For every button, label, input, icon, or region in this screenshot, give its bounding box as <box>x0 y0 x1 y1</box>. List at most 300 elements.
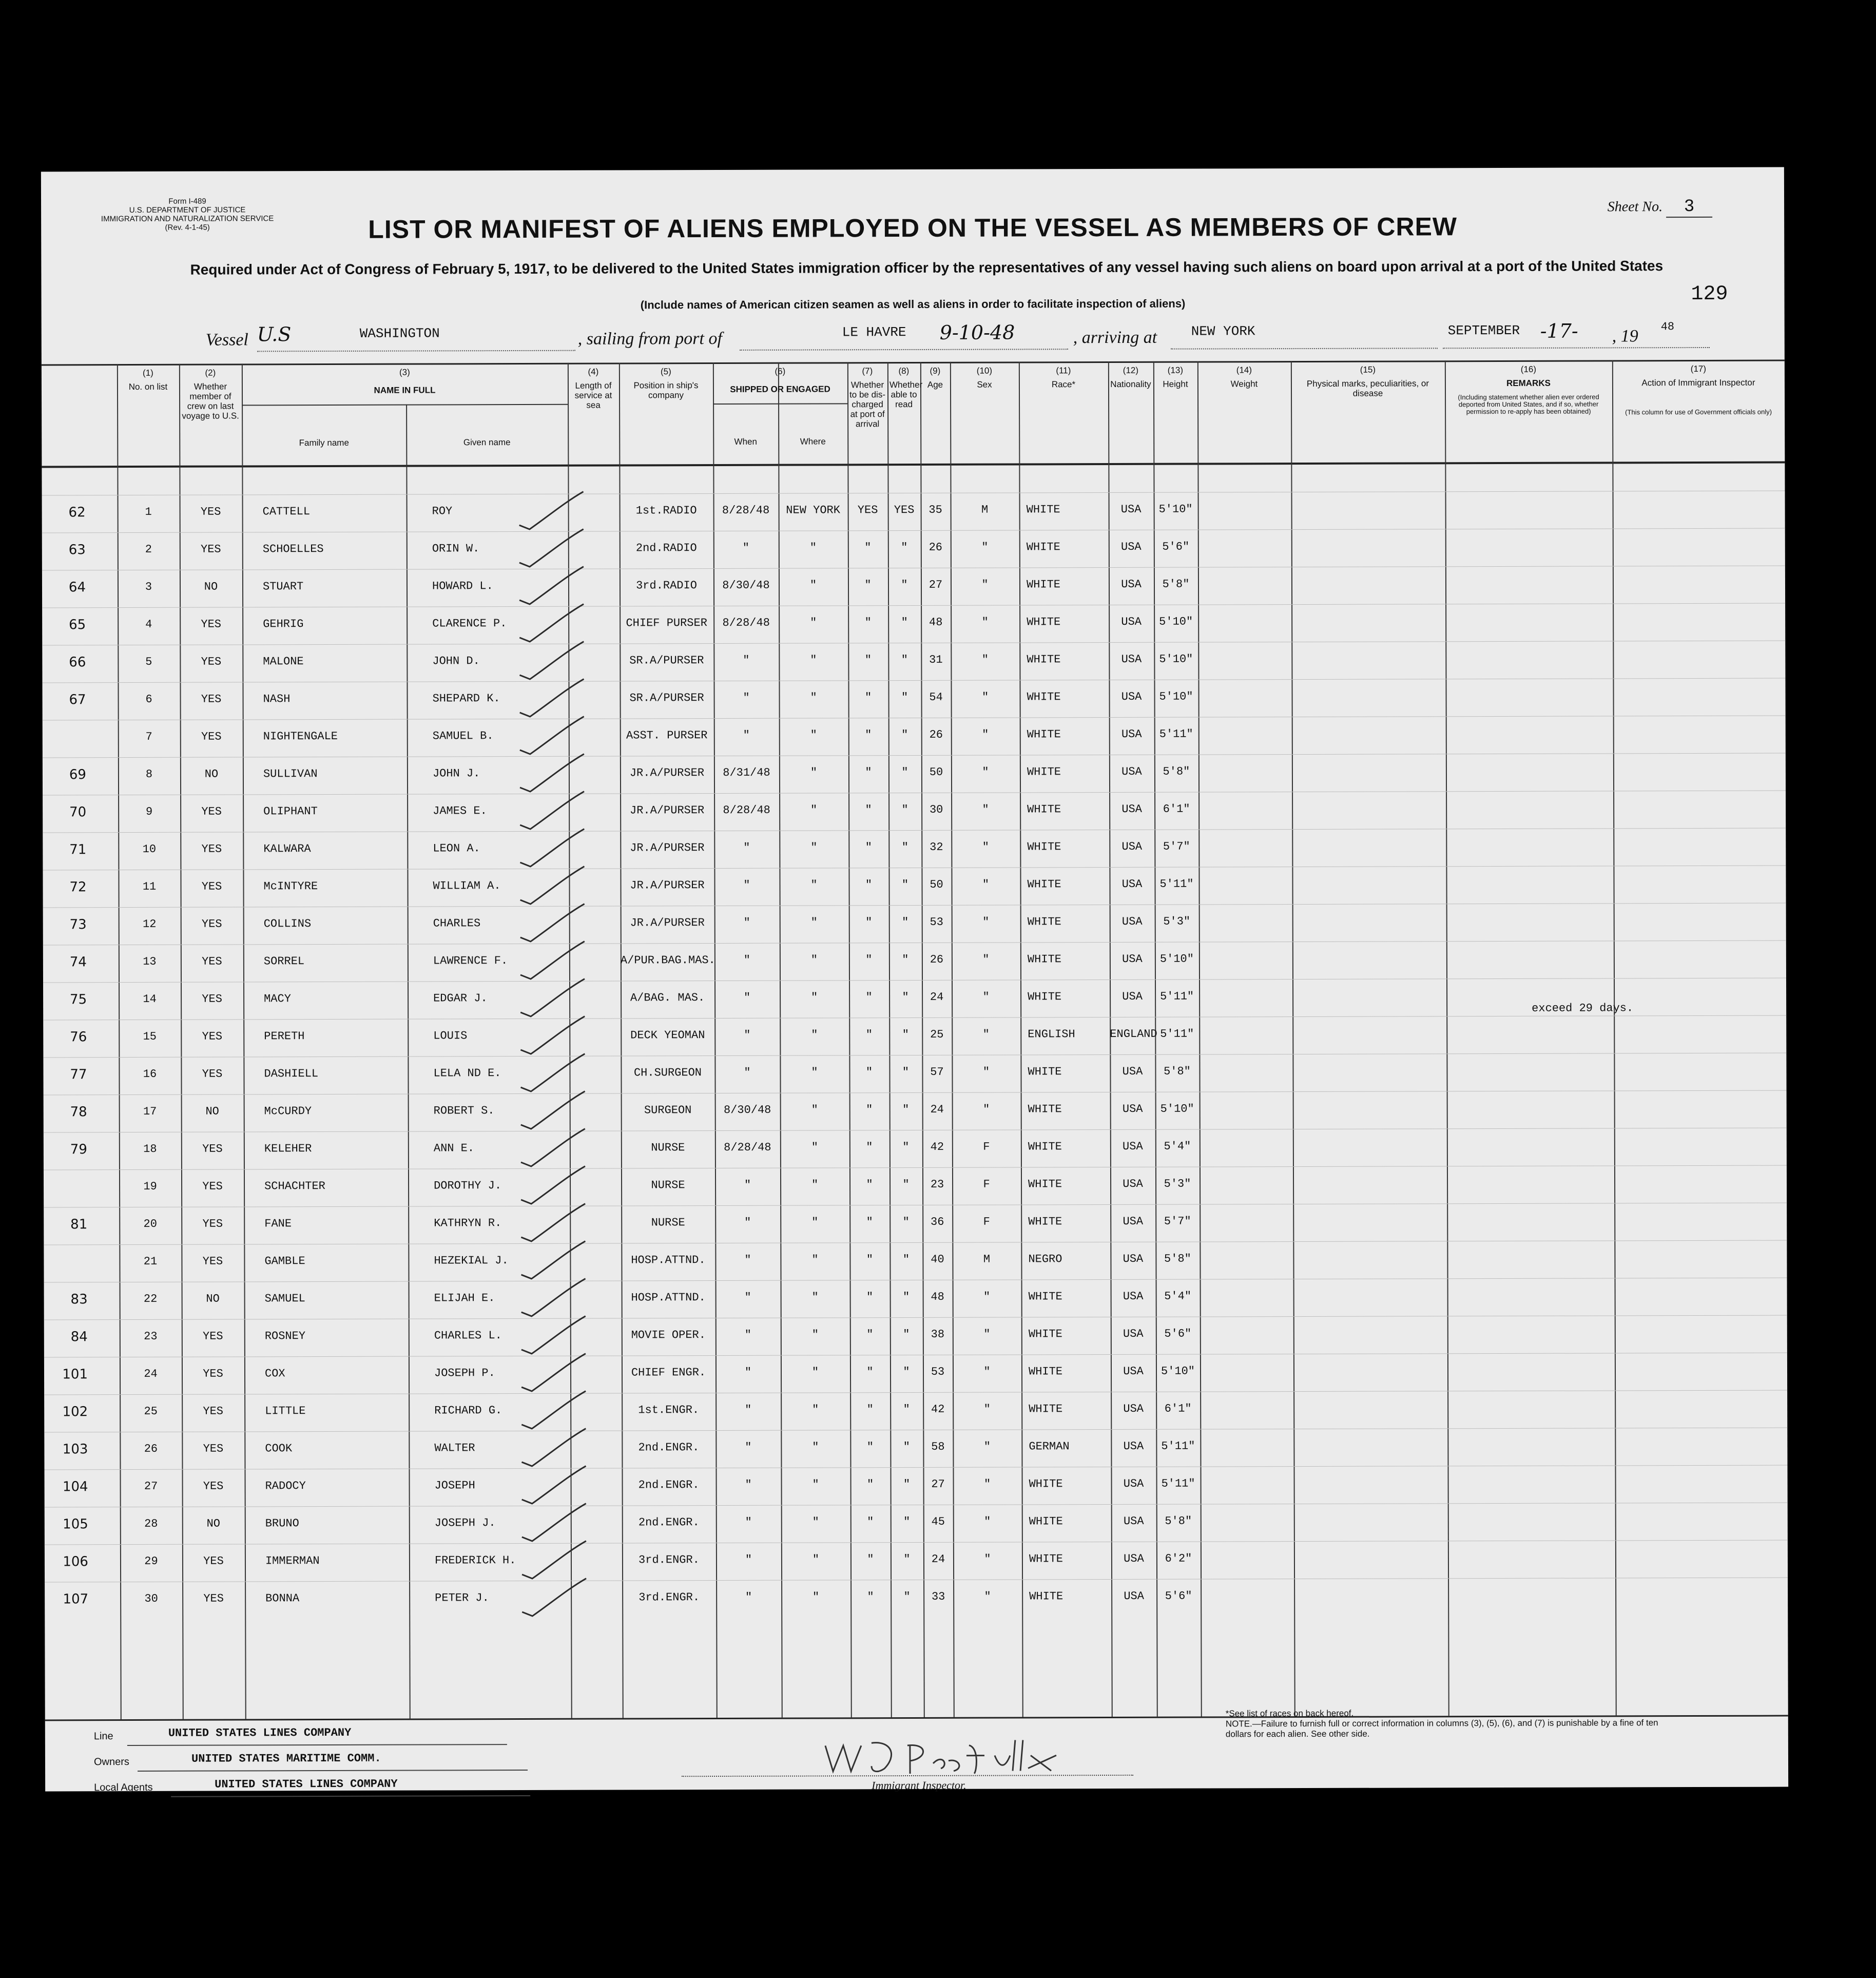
year-prefix: , 19 <box>1612 327 1638 346</box>
shipped-where-cell: " <box>810 728 817 742</box>
row-number-cell: 29 <box>144 1554 158 1568</box>
table-row <box>45 1540 1788 1583</box>
table-row <box>42 678 1785 721</box>
height-cell: 5'6" <box>1165 1589 1192 1603</box>
last-voyage-cell: YES <box>201 618 222 631</box>
discharged-cell: " <box>867 1553 874 1566</box>
table-row <box>42 491 1785 533</box>
arrival-day: -17- <box>1540 319 1578 342</box>
column-header: Age <box>927 379 943 390</box>
table-row <box>43 978 1786 1021</box>
sex-cell: " <box>981 616 989 629</box>
column-header: Action of Immigrant Inspector <box>1641 377 1755 388</box>
height-cell: 6'2" <box>1165 1552 1192 1565</box>
position-cell: NURSE <box>651 1179 685 1192</box>
column-header: Race* <box>1051 379 1076 390</box>
page-line-number: 66 <box>69 655 86 670</box>
last-voyage-cell: YES <box>202 1180 223 1193</box>
table-row <box>43 753 1786 796</box>
height-cell: 5'7" <box>1163 840 1190 853</box>
arriving-label: , arriving at <box>1073 328 1157 348</box>
column-header: NAME IN FULL <box>374 385 436 395</box>
footer-notes <box>1226 1707 1667 1739</box>
last-voyage-cell: NO <box>206 1517 221 1530</box>
page-line-number: 105 <box>63 1516 88 1532</box>
check-mark-icon <box>516 1201 593 1242</box>
discharged-cell: " <box>866 1216 873 1229</box>
check-mark-icon <box>515 752 592 793</box>
nationality-cell: USA <box>1121 802 1142 816</box>
position-cell: SR.A/PURSER <box>629 692 704 705</box>
sex-cell: " <box>982 765 989 779</box>
family-name-cell: NIGHTENGALE <box>263 729 338 743</box>
nationality-cell: USA <box>1121 840 1143 853</box>
family-name-cell: DASHIELL <box>264 1067 319 1081</box>
shipped-where-cell: " <box>812 1403 819 1416</box>
revision: (Rev. 4-1-45) <box>165 223 210 232</box>
shipped-where-cell: " <box>810 766 818 779</box>
nationality-cell: USA <box>1121 578 1142 591</box>
row-number-cell: 12 <box>142 917 157 931</box>
family-name-cell: COLLINS <box>263 917 312 931</box>
column-header: Height <box>1163 379 1188 389</box>
shipped-where-cell: " <box>812 1478 819 1491</box>
race-cell: GERMAN <box>1029 1440 1070 1453</box>
last-voyage-cell: YES <box>203 1554 224 1568</box>
position-cell: NURSE <box>651 1141 685 1155</box>
last-voyage-cell: YES <box>201 842 222 856</box>
height-cell: 5'8" <box>1163 765 1190 778</box>
sex-cell: " <box>982 803 989 816</box>
sex-cell: " <box>984 1552 991 1566</box>
nationality-cell: USA <box>1122 952 1143 966</box>
race-cell: WHITE <box>1027 840 1061 854</box>
table-row <box>43 903 1786 946</box>
page-line-number: 72 <box>69 879 87 895</box>
shipped-when-cell: 8/28/48 <box>724 1141 771 1154</box>
position-cell: HOSP.ATTND. <box>631 1291 706 1304</box>
table-row <box>44 1165 1787 1208</box>
sailing-label: , sailing from port of <box>577 329 722 349</box>
family-name-cell: SCHOELLES <box>262 543 324 556</box>
family-name-cell: SORREL <box>263 955 305 968</box>
able-to-read-cell: " <box>902 991 909 1004</box>
shipped-where-cell: " <box>810 691 817 704</box>
shipped-when-cell: " <box>745 1590 752 1604</box>
document-subtitle-2: (Include names of American citizen seamen as well as aliens in order to facilitate inspection of aliens) <box>640 297 1186 312</box>
nationality-cell: USA <box>1121 615 1142 628</box>
check-mark-icon <box>515 901 592 943</box>
shipped-where-cell: " <box>811 1178 819 1192</box>
able-to-read-cell: " <box>901 766 908 779</box>
height-cell: 6'1" <box>1164 1402 1192 1415</box>
shipped-when-cell: 8/31/48 <box>723 766 770 779</box>
height-cell: 5'4" <box>1164 1290 1192 1303</box>
race-cell: WHITE <box>1027 728 1061 741</box>
table-row <box>42 603 1785 646</box>
age-cell: 35 <box>929 503 942 516</box>
nationality-cell: USA <box>1124 1589 1144 1603</box>
sex-cell: " <box>981 653 989 666</box>
shipped-when-cell: " <box>744 1028 751 1042</box>
row-number-cell: 8 <box>145 767 153 781</box>
shipped-where-cell: " <box>811 1291 819 1304</box>
able-to-read-cell: " <box>901 541 908 554</box>
nationality-cell: USA <box>1122 1102 1143 1116</box>
sex-cell: " <box>982 728 989 741</box>
column-note: (This column for use of Government officials only) <box>1625 408 1772 416</box>
sex-cell: " <box>981 690 989 704</box>
shipped-when-cell: " <box>744 1328 751 1341</box>
row-number-cell: 23 <box>144 1330 158 1343</box>
given-name-cell: LELA ND E. <box>433 1067 501 1080</box>
able-to-read-cell: " <box>903 1366 910 1379</box>
shipped-where-cell: " <box>812 1553 820 1566</box>
able-to-read-cell: " <box>902 1178 910 1192</box>
page-line-number: 81 <box>70 1217 88 1233</box>
height-cell: 5'8" <box>1165 1514 1192 1528</box>
age-cell: 32 <box>930 840 943 854</box>
line-value: UNITED STATES LINES COMPANY <box>168 1726 352 1740</box>
position-cell: JR.A/PURSER <box>629 804 705 817</box>
table-row <box>44 1090 1787 1133</box>
shipped-where-cell: " <box>811 1216 819 1229</box>
given-name-cell: DOROTHY J. <box>434 1179 502 1193</box>
column-subheader: Given name <box>463 437 511 448</box>
given-name-cell: FREDERICK H. <box>434 1554 516 1567</box>
table-row <box>42 566 1785 608</box>
shipped-where-cell: " <box>809 541 817 554</box>
race-cell: WHITE <box>1026 503 1060 516</box>
height-cell: 5'4" <box>1164 1140 1191 1153</box>
sex-cell: " <box>982 915 990 929</box>
race-cell: WHITE <box>1029 1552 1063 1566</box>
race-cell: WHITE <box>1028 1328 1062 1341</box>
column-header: Whether member of crew on last voyage to U.S. <box>182 381 239 421</box>
column-number: (9) <box>930 366 941 376</box>
sex-cell: " <box>982 840 989 854</box>
shipped-where-cell: " <box>812 1515 819 1529</box>
column-number: (17) <box>1690 363 1707 374</box>
discharged-cell: " <box>865 1066 873 1079</box>
page-line-number: 83 <box>70 1292 88 1308</box>
column-number: (8) <box>898 366 910 376</box>
height-cell: 5'8" <box>1164 1065 1191 1078</box>
shipped-when-cell: " <box>743 654 750 667</box>
given-name-cell: JAMES E. <box>433 804 487 818</box>
arrival-port: NEW YORK <box>1191 323 1255 339</box>
given-name-cell: JOSEPH <box>434 1479 475 1492</box>
row-number-cell: 2 <box>145 543 152 556</box>
shipped-when-cell: " <box>745 1515 752 1529</box>
given-name-cell: LAWRENCE F. <box>433 954 508 968</box>
height-cell: 5'8" <box>1162 578 1190 591</box>
inspector-label: Immigrant Inspector. <box>872 1778 966 1792</box>
shipped-when-cell: " <box>744 1291 751 1304</box>
column-header: Whether to be dis-charged at port of arrival <box>849 380 886 429</box>
given-name-cell: JOSEPH J. <box>434 1516 496 1530</box>
height-cell: 5'10" <box>1159 952 1194 966</box>
vessel-label: Vessel <box>205 330 248 350</box>
height-cell: 5'11" <box>1160 990 1194 1003</box>
column-note: (Including statement whether alien ever ordered deported from United States, and if so, whether permission to re-apply has been obtained) <box>1458 393 1599 416</box>
row-number-cell: 18 <box>143 1142 157 1156</box>
shipped-when-cell: " <box>745 1403 752 1416</box>
shipped-where-cell: " <box>811 1366 819 1379</box>
discharged-cell: " <box>864 616 872 629</box>
family-name-cell: KELEHER <box>264 1142 312 1156</box>
discharged-cell: " <box>865 1028 873 1042</box>
position-cell: A/BAG. MAS. <box>630 991 705 1005</box>
sailing-date: 9-10-48 <box>939 321 1015 344</box>
table-row <box>44 1315 1787 1358</box>
nationality-cell: USA <box>1120 503 1142 516</box>
column-number: (2) <box>205 368 216 378</box>
column-header: No. on list <box>128 381 168 392</box>
last-voyage-cell: YES <box>202 1142 223 1156</box>
family-name-cell: BONNA <box>265 1592 300 1605</box>
able-to-read-cell: " <box>902 916 909 929</box>
discharged-cell: " <box>864 541 872 554</box>
check-mark-icon <box>515 1014 592 1055</box>
column-header: Nationality <box>1110 379 1151 389</box>
given-name-cell: WILLIAM A. <box>433 879 501 893</box>
form-number: Form I-489 <box>168 197 206 206</box>
race-cell: ENGLISH <box>1028 1028 1075 1041</box>
sex-cell: " <box>982 1028 990 1041</box>
height-cell: 5'11" <box>1160 1027 1194 1041</box>
height-cell: 5'11" <box>1159 727 1193 741</box>
page-stamp: 129 <box>1691 282 1728 306</box>
sex-cell: F <box>983 1140 990 1154</box>
age-cell: 23 <box>930 1178 944 1191</box>
table-row <box>44 1428 1787 1470</box>
position-cell: ASST. PURSER <box>626 729 708 742</box>
shipped-when-cell: " <box>743 691 750 704</box>
column-number: (10) <box>976 366 993 376</box>
position-cell: JR.A/PURSER <box>630 916 705 930</box>
last-voyage-cell: YES <box>202 1217 223 1231</box>
nationality-cell: USA <box>1121 690 1142 703</box>
check-mark-icon <box>515 789 592 830</box>
age-cell: 30 <box>929 803 943 816</box>
age-cell: 26 <box>930 953 944 966</box>
position-cell: JR.A/PURSER <box>630 841 705 855</box>
nationality-cell: USA <box>1123 1402 1144 1415</box>
nationality-cell: USA <box>1123 1252 1144 1265</box>
page-line-number: 63 <box>68 542 86 558</box>
check-mark-icon <box>515 827 592 868</box>
nationality-cell: USA <box>1123 1290 1144 1303</box>
last-voyage-cell: YES <box>202 1330 223 1343</box>
able-to-read-cell: " <box>903 1553 911 1566</box>
shipped-where-cell: " <box>811 1066 818 1079</box>
check-mark-icon <box>514 564 591 605</box>
check-mark-icon <box>514 639 591 680</box>
discharged-cell: " <box>864 691 872 704</box>
race-cell: WHITE <box>1028 1215 1062 1228</box>
sex-cell: " <box>981 541 989 554</box>
last-voyage-cell: YES <box>203 1480 224 1493</box>
table-row <box>45 1503 1788 1545</box>
row-number-cell: 7 <box>145 730 152 743</box>
able-to-read-cell: " <box>901 728 908 742</box>
nationality-cell: ENGLAND <box>1110 1027 1157 1041</box>
shipped-when-cell: " <box>745 1478 752 1491</box>
race-cell: WHITE <box>1027 616 1061 629</box>
column-subheader: When <box>734 436 757 447</box>
position-cell: 3rd.ENGR. <box>639 1591 700 1604</box>
table-row <box>44 1278 1787 1320</box>
last-voyage-cell: YES <box>203 1367 223 1380</box>
row-number-cell: 27 <box>144 1480 158 1493</box>
page-line-number: 101 <box>62 1367 88 1382</box>
page-line-number: 62 <box>68 505 86 521</box>
row-number-cell: 15 <box>143 1030 157 1043</box>
race-cell: WHITE <box>1028 1290 1062 1303</box>
table-row <box>43 828 1786 871</box>
age-cell: 50 <box>930 878 943 891</box>
height-cell: 6'1" <box>1163 802 1190 816</box>
page-line-number: 71 <box>69 842 87 858</box>
discharged-cell: " <box>867 1590 874 1604</box>
able-to-read-cell: " <box>902 1028 909 1042</box>
sex-cell: " <box>982 990 990 1004</box>
family-name-cell: CATTELL <box>262 505 311 518</box>
check-mark-icon <box>516 1126 593 1167</box>
row-number-cell: 16 <box>143 1067 157 1081</box>
table-row <box>44 1390 1787 1433</box>
discharged-cell: " <box>866 1441 874 1454</box>
shipped-where-cell: " <box>811 1028 818 1042</box>
nationality-cell: USA <box>1121 652 1142 666</box>
page-line-number: 64 <box>68 580 86 596</box>
shipped-where-cell: " <box>810 953 818 967</box>
discharged-cell: " <box>866 1103 873 1117</box>
nationality-cell: USA <box>1120 540 1142 553</box>
last-voyage-cell: YES <box>201 655 222 668</box>
discharged-cell: " <box>865 991 873 1004</box>
sailing-port: LE HAVRE <box>842 324 906 340</box>
height-cell: 5'10" <box>1159 690 1193 703</box>
height-cell: 5'6" <box>1162 540 1190 553</box>
sex-cell: M <box>981 503 989 516</box>
position-cell: CH.SURGEON <box>633 1066 702 1080</box>
table-row <box>42 641 1785 683</box>
page-line-number: 74 <box>69 954 87 970</box>
row-number-cell: 30 <box>144 1592 158 1605</box>
race-cell: WHITE <box>1027 953 1061 966</box>
shipped-where-cell: " <box>810 991 818 1004</box>
row-number-cell: 10 <box>142 842 157 856</box>
row-number-cell: 22 <box>143 1292 158 1305</box>
column-number: (6) <box>775 366 786 376</box>
nationality-cell: USA <box>1123 1140 1143 1153</box>
position-cell: HOSP.ATTND. <box>631 1254 706 1267</box>
last-voyage-cell: NO <box>205 1105 219 1118</box>
row-number-cell: 25 <box>144 1405 158 1418</box>
height-cell: 5'10" <box>1160 1102 1194 1116</box>
given-name-cell: LOUIS <box>433 1029 468 1043</box>
age-cell: 58 <box>931 1440 945 1453</box>
column-subheader: Family name <box>299 437 349 448</box>
last-voyage-cell: YES <box>202 1067 223 1081</box>
table-row <box>44 1240 1787 1283</box>
discharged-cell: " <box>867 1515 874 1529</box>
sex-cell: " <box>983 1328 991 1341</box>
owners-label: Owners <box>93 1756 129 1768</box>
family-name-cell: McCURDY <box>264 1105 312 1118</box>
race-cell: WHITE <box>1029 1590 1063 1603</box>
shipped-when-cell: " <box>743 878 750 892</box>
age-cell: 42 <box>931 1403 945 1416</box>
sheet-label: Sheet No. <box>1607 199 1663 215</box>
shipped-where-cell: " <box>810 654 817 667</box>
sex-cell: " <box>984 1590 991 1603</box>
last-voyage-cell: YES <box>200 505 221 518</box>
able-to-read-cell: " <box>902 1141 910 1154</box>
page-line-number: 70 <box>69 804 87 820</box>
check-mark-icon <box>514 602 591 643</box>
family-name-cell: GEHRIG <box>263 618 304 631</box>
check-mark-icon <box>516 1464 593 1505</box>
height-cell: 5'10" <box>1159 615 1193 628</box>
age-cell: 48 <box>931 1290 944 1303</box>
given-name-cell: SHEPARD K. <box>432 692 500 705</box>
family-name-cell: MACY <box>264 992 291 1006</box>
row-number-cell: 5 <box>145 655 152 668</box>
height-cell: 5'6" <box>1164 1327 1192 1340</box>
sex-cell: " <box>982 878 990 891</box>
column-number: (15) <box>1360 364 1376 375</box>
row-number-cell: 24 <box>144 1367 158 1380</box>
check-mark-icon <box>516 1239 593 1280</box>
check-mark-icon <box>516 1351 593 1392</box>
age-cell: 26 <box>929 728 943 741</box>
column-header: Weight <box>1230 379 1258 389</box>
sex-cell: " <box>983 1365 991 1378</box>
given-name-cell: ANN E. <box>433 1142 475 1155</box>
row-number-cell: 13 <box>143 955 157 968</box>
position-cell: NURSE <box>651 1216 685 1230</box>
table-row <box>44 1465 1787 1508</box>
height-cell: 5'10" <box>1159 652 1193 666</box>
discharged-cell: YES <box>857 504 878 517</box>
page-line-number: 76 <box>70 1029 87 1045</box>
family-name-cell: COOK <box>265 1442 293 1455</box>
arrival-month: SEPTEMBER <box>1447 322 1520 339</box>
able-to-read-cell: " <box>901 579 908 592</box>
shipped-when-cell: " <box>744 1253 751 1266</box>
table-row <box>42 528 1785 571</box>
height-cell: 5'3" <box>1163 915 1191 928</box>
document-subtitle: Required under Act of Congress of February 5, 1917, to be delivered to the United States immigration officer by the representatives of any vessel having such aliens on board upon arrival at a port of the United States <box>190 258 1664 278</box>
column-number: (1) <box>142 368 153 378</box>
nationality-cell: USA <box>1123 1177 1143 1190</box>
nationality-cell: USA <box>1121 877 1143 891</box>
given-name-cell: CHARLES <box>433 917 481 930</box>
shipped-when-cell: " <box>743 728 750 742</box>
sheet-number-value: 3 <box>1666 197 1712 218</box>
race-cell: WHITE <box>1026 541 1060 554</box>
shipped-where-cell: " <box>810 803 818 817</box>
discharged-cell: " <box>866 1328 874 1341</box>
position-cell: A/PUR.BAG.MAS. <box>620 954 715 967</box>
column-number: (3) <box>399 367 410 377</box>
height-cell: 5'11" <box>1161 1439 1195 1453</box>
nationality-cell: USA <box>1122 990 1143 1003</box>
given-name-cell: RICHARD G. <box>434 1404 502 1417</box>
